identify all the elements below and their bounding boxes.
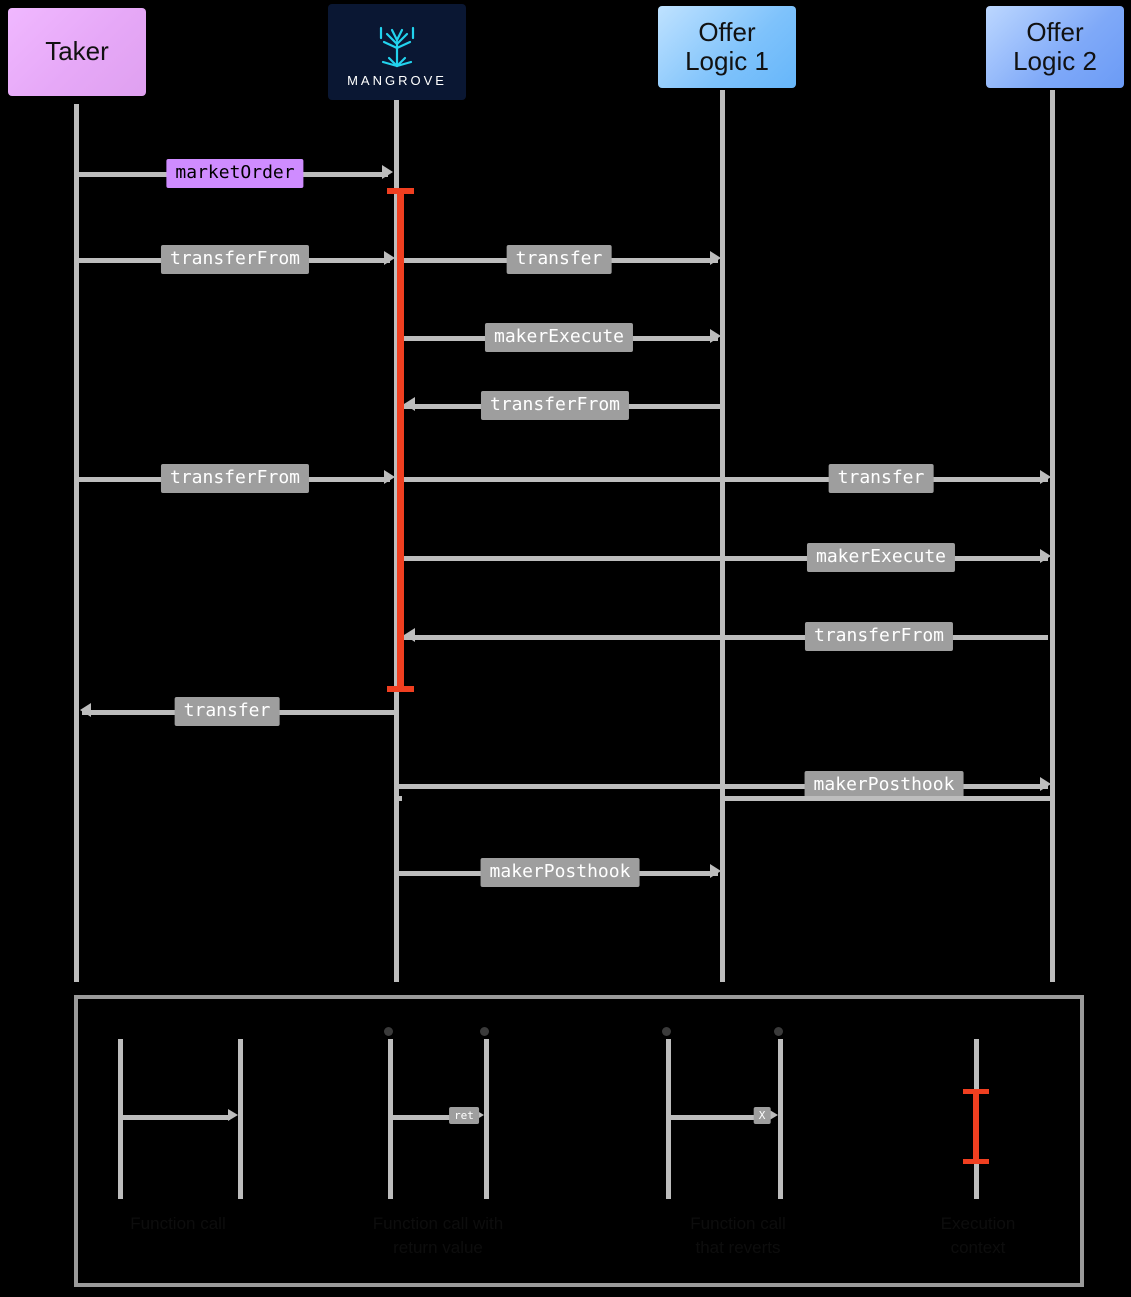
lifeline-taker xyxy=(74,104,79,982)
message-arrow-transfer-1 xyxy=(710,251,721,265)
message-label-transfer-from-1[interactable]: transferFrom xyxy=(161,245,309,274)
message-arrow-transfer-from-3 xyxy=(384,470,395,484)
legend-caption-4b: context xyxy=(950,1238,1006,1257)
legend-caption-3b: that reverts xyxy=(695,1238,781,1257)
actor-mangrove-label: MANGROVE xyxy=(347,72,447,88)
message-arrow-maker-posthook-2 xyxy=(1040,777,1051,791)
message-arrow-transfer-2 xyxy=(1040,470,1051,484)
actor-offer-logic-1-label-line2: Logic 1 xyxy=(685,46,769,76)
legend-caption-3a: Function call xyxy=(690,1214,786,1233)
actor-offer-logic-1-label-line1: Offer xyxy=(698,16,756,47)
return-line-mangrove-posthook xyxy=(394,796,402,801)
activation-cap-top xyxy=(387,188,414,194)
legend-mini-label-return: ret xyxy=(449,1107,479,1124)
legend xyxy=(74,995,1084,1287)
message-arrow-transfer-from-4 xyxy=(404,628,415,642)
message-label-maker-execute-1[interactable]: makerExecute xyxy=(485,323,633,352)
return-line-ol2-posthook xyxy=(720,796,1050,801)
message-label-transfer-3[interactable]: transfer xyxy=(175,697,280,726)
message-arrow-maker-execute-1 xyxy=(710,329,721,343)
actor-taker[interactable] xyxy=(8,8,146,96)
actor-offer-logic-2[interactable] xyxy=(986,6,1124,88)
message-line-transfer-2 xyxy=(400,477,1048,482)
actor-offer-logic-2-label-line2: Logic 2 xyxy=(1013,46,1097,76)
actor-mangrove[interactable] xyxy=(328,4,466,100)
lifeline-offer-logic-1 xyxy=(720,90,725,982)
message-label-transfer-from-3[interactable]: transferFrom xyxy=(161,464,309,493)
message-arrow-market-order xyxy=(382,165,393,179)
message-arrow-transfer-from-2 xyxy=(404,397,415,411)
message-label-transfer-from-4[interactable]: transferFrom xyxy=(805,622,953,651)
activation-bar-mangrove xyxy=(397,190,404,692)
message-label-maker-execute-2[interactable]: makerExecute xyxy=(807,543,955,572)
message-arrow-transfer-3 xyxy=(80,703,91,717)
legend-caption-2a: Function call with xyxy=(372,1214,504,1233)
legend-caption-4a: Execution xyxy=(940,1214,1016,1233)
legend-caption-1: Function call xyxy=(130,1214,226,1233)
legend-caption-2b: return value xyxy=(393,1238,483,1257)
message-label-transfer-1[interactable]: transfer xyxy=(507,245,612,274)
activation-cap-bottom xyxy=(387,686,414,692)
actor-offer-logic-1[interactable] xyxy=(658,6,796,88)
mangrove-tree-icon xyxy=(371,22,423,70)
actor-offer-logic-2-label-line1: Offer xyxy=(1026,16,1084,47)
message-label-market-order[interactable]: marketOrder xyxy=(166,159,303,188)
message-arrow-maker-posthook-1 xyxy=(710,864,721,878)
actor-taker-label: Taker xyxy=(45,36,109,67)
message-label-maker-posthook-2[interactable]: makerPosthook xyxy=(805,771,964,800)
message-label-transfer-from-2[interactable]: transferFrom xyxy=(481,391,629,420)
message-arrow-transfer-from-1 xyxy=(384,251,395,265)
lifeline-offer-logic-2 xyxy=(1050,90,1055,982)
message-label-transfer-2[interactable]: transfer xyxy=(829,464,934,493)
message-arrow-maker-execute-2 xyxy=(1040,549,1051,563)
legend-mini-label-revert: X xyxy=(754,1107,771,1124)
message-label-maker-posthook-1[interactable]: makerPosthook xyxy=(481,858,640,887)
